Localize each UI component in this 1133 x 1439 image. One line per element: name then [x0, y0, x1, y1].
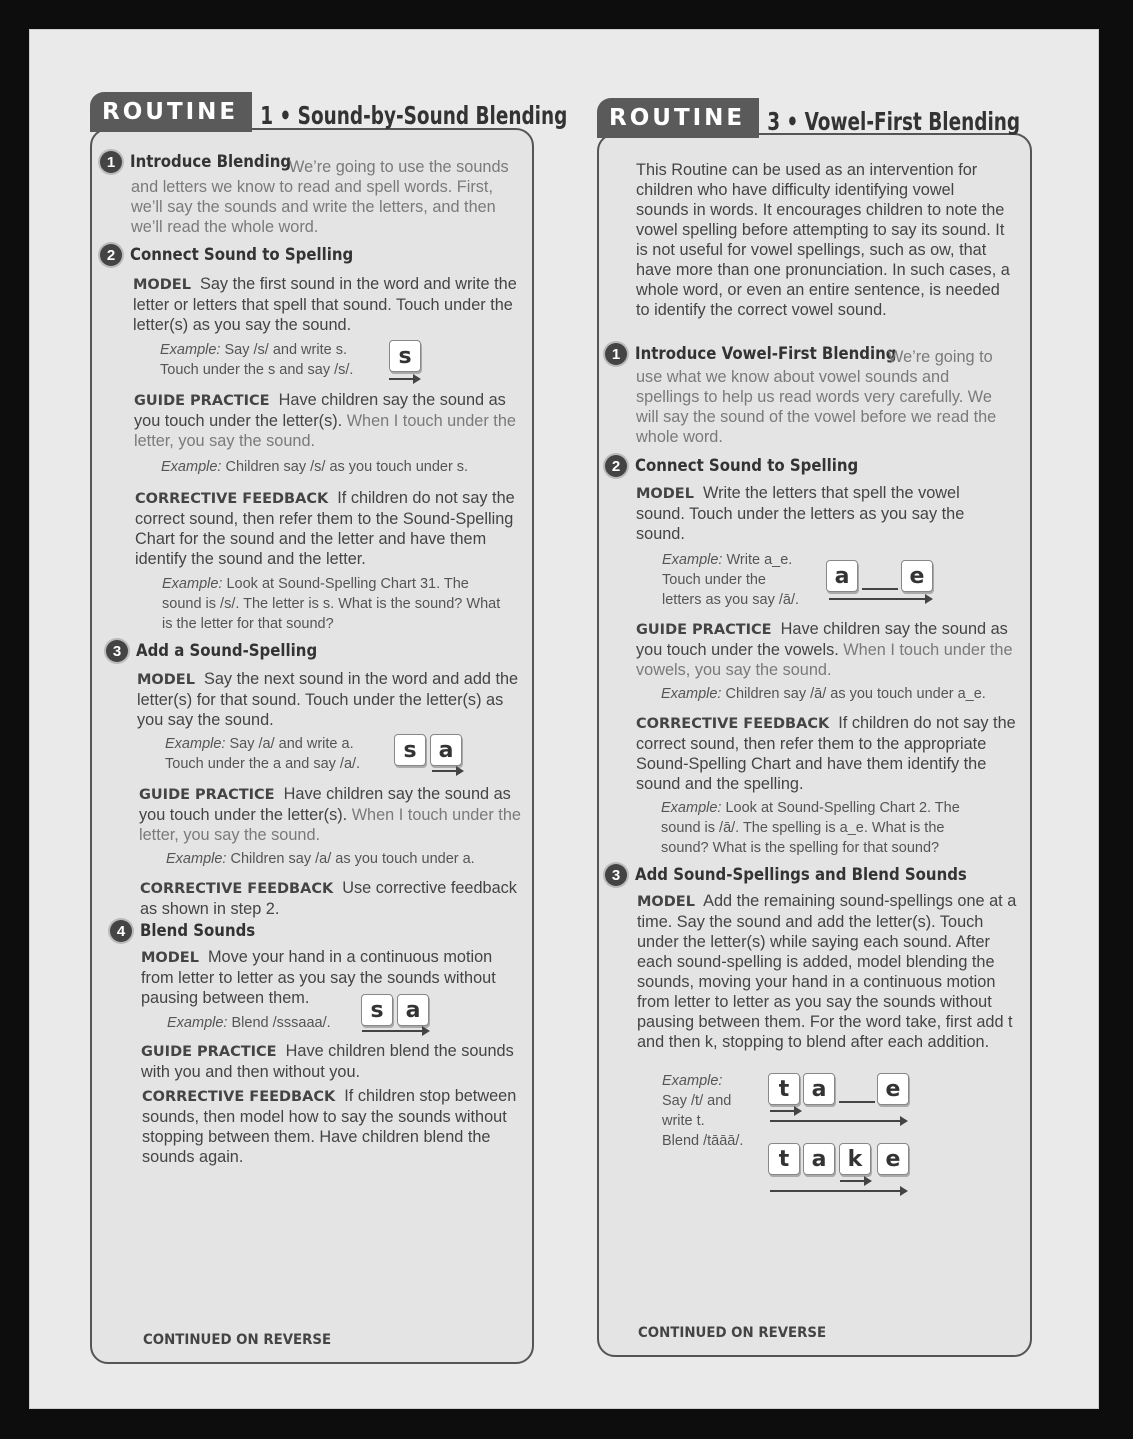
blank-line: [862, 588, 898, 590]
left-step-2-guide-practice: GUIDE PRACTICE Have children say the sound as you touch under the letter(s). When I touch under the letter, you say the sound.: [134, 391, 516, 450]
letter-tile: s: [389, 340, 421, 372]
left-step-2-gp-example: Example: Children say /s/ as you touch under s.: [161, 459, 469, 475]
blend-arrow-short: [770, 1110, 800, 1112]
letter-tile: e: [901, 560, 933, 592]
right-step-2-cf-example: Example: Look at Sound-Spelling Chart 2. The sound is /ā/. The spelling is a_e. What is the sound? What is the spelling for that sound?: [661, 800, 960, 856]
left-routine-header: [90, 86, 568, 138]
step-title: Blend Sounds: [140, 921, 256, 941]
blend-arrow: [770, 1190, 906, 1192]
step-title: Introduce Vowel-First Blending: [635, 344, 897, 364]
letter-tile: a: [803, 1143, 835, 1175]
right-continued-on-reverse: CONTINUED ON REVERSE: [638, 1325, 827, 1341]
blend-arrow: [432, 770, 462, 772]
left-step-2-heading: [100, 244, 384, 266]
left-step-3-model: MODEL Say the next sound in the word and add the letter(s) for that sound. Touch under the letter(s) as you say the sound.: [137, 670, 519, 729]
routine-title: 3 • Vowel-First Blending: [767, 107, 1021, 136]
right-step-3-example: Example: Say /t/ and write t. Blend /tāāā/.: [662, 1073, 744, 1149]
right-intro-text: This Routine can be used as an intervention for children who have difficulty identifying vowel sounds in words. It encourages children to note the vowel spelling before attempting to say its sound. It is not useful for vowel spellings, such as ow, that have more than one pronunciation. In such cases, a whole word, or even an entire sentence, is needed to identify the correct vowel sound.: [636, 161, 1010, 319]
letter-tile: k: [839, 1143, 871, 1175]
left-step-4-corrective-feedback: CORRECTIVE FEEDBACK If children stop between sounds, then model how to say the sounds without stopping between them. Have children blend the sounds again.: [142, 1087, 517, 1166]
step-number: 2: [100, 244, 122, 266]
right-step-2-model: MODEL Write the letters that spell the vowel sound. Touch under the letters as you say the sound.: [636, 484, 965, 543]
blank-line: [839, 1101, 875, 1103]
left-step-2-model: MODEL Say the first sound in the word and write the letter or letters that spell that sound. Touch under the letter(s) as you say the sound.: [133, 275, 517, 334]
step-number: 2: [605, 455, 627, 477]
letter-tile: a: [430, 734, 462, 766]
left-step-3-heading: [106, 640, 342, 662]
letter-tile: t: [768, 1143, 800, 1175]
blend-arrow: [829, 598, 931, 600]
letter-tile: t: [768, 1073, 800, 1105]
letter-tile: s: [394, 734, 426, 766]
step-title: Connect Sound to Spelling: [130, 245, 354, 265]
routine-label: ROUTINE: [597, 98, 759, 138]
left-step-4-guide-practice: GUIDE PRACTICE Have children blend the sounds with you and then without you.: [141, 1042, 514, 1081]
letter-tile: s: [361, 994, 393, 1026]
letter-tile: a: [803, 1073, 835, 1105]
left-step-2-cf-example: Example: Look at Sound-Spelling Chart 31. The sound is /s/. The letter is s. What is the sound? What is the letter for that sound?: [162, 576, 501, 632]
right-step-3-heading: [605, 864, 1012, 886]
step-number: 4: [110, 920, 132, 942]
right-step-2-corrective-feedback: CORRECTIVE FEEDBACK If children do not say the correct sound, then refer them to the appropriate Sound-Spelling Chart and have them identify the sound and the spelling.: [636, 714, 1016, 793]
step-number: 1: [100, 151, 122, 173]
left-step-3-example: Example: Say /a/ and write a. Touch under the a and say /a/.: [165, 736, 361, 772]
right-step-3-model: MODEL Add the remaining sound-spellings one at a time. Say the sound and add the letter(s). Touch under the letter(s) while saying each sound. After each sound-spelling is added, model blending the sounds, moving your hand in a continuous motion from letter to letter as you say the sounds without pausing between them. For the word take, first add t and then k, stopping to blend after each addition.: [637, 892, 1017, 1051]
left-step-3-guide-practice: GUIDE PRACTICE Have children say the sound as you touch under the letter(s). When I touch under the letter, you say the sound.: [139, 785, 521, 844]
right-step-2-gp-example: Example: Children say /ā/ as you touch under a_e.: [661, 686, 986, 702]
routine-title: 1 • Sound-by-Sound Blending: [260, 101, 568, 130]
blend-arrow-short: [840, 1180, 870, 1182]
right-step-1-text: We’re going to use what we know about vowel sounds and spellings to help us read words very carefully. We will say the sound of the vowel before we read the whole word.: [636, 348, 997, 446]
blend-arrow: [362, 1030, 428, 1032]
left-continued-on-reverse: CONTINUED ON REVERSE: [143, 1332, 332, 1348]
left-step-3-gp-example: Example: Children say /a/ as you touch under a.: [166, 851, 475, 867]
step-title: Connect Sound to Spelling: [635, 456, 859, 476]
left-step-3-corrective-feedback: CORRECTIVE FEEDBACK Use corrective feedback as shown in step 2.: [140, 879, 517, 918]
left-step-1-text: We’re going to use the sounds and letters we know to read and spell words. First, we’ll say the sounds and write the letters, and then we’ll read the whole word.: [131, 158, 509, 236]
left-step-2-example: Example: Say /s/ and write s. Touch under the s and say /s/.: [160, 342, 354, 378]
step-number: 3: [106, 640, 128, 662]
blend-arrow: [389, 378, 419, 380]
step-title: Introduce Blending: [130, 152, 292, 172]
left-step-2-corrective-feedback: CORRECTIVE FEEDBACK If children do not say the correct sound, then refer them to the Sound-Spelling Chart for the sound and the letter and have them identify the sound and the letter.: [135, 489, 515, 568]
step-number: 3: [605, 864, 627, 886]
left-step-4-example: Example: Blend /sssaaa/.: [167, 1015, 331, 1031]
right-step-2-heading: [605, 455, 889, 477]
left-step-4-heading: [110, 920, 271, 942]
right-step-2-example: Example: Write a_e. Touch under the letters as you say /ā/.: [662, 552, 800, 608]
letter-tile: a: [826, 560, 858, 592]
letter-tile: e: [877, 1143, 909, 1175]
step-title: Add Sound-Spellings and Blend Sounds: [635, 865, 967, 885]
right-step-2-guide-practice: GUIDE PRACTICE Have children say the sound as you touch under the vowels. When I touch under the vowels, you say the sound.: [636, 620, 1013, 679]
routine-label: ROUTINE: [90, 92, 252, 132]
letter-tile: e: [877, 1073, 909, 1105]
step-number: 1: [605, 343, 627, 365]
letter-tile: a: [397, 994, 429, 1026]
left-step-4-model: MODEL Move your hand in a continuous motion from letter to letter as you say the sounds without pausing between them.: [141, 948, 496, 1007]
right-routine-header: [597, 92, 1028, 144]
step-title: Add a Sound-Spelling: [136, 641, 318, 661]
blend-arrow: [770, 1120, 906, 1122]
